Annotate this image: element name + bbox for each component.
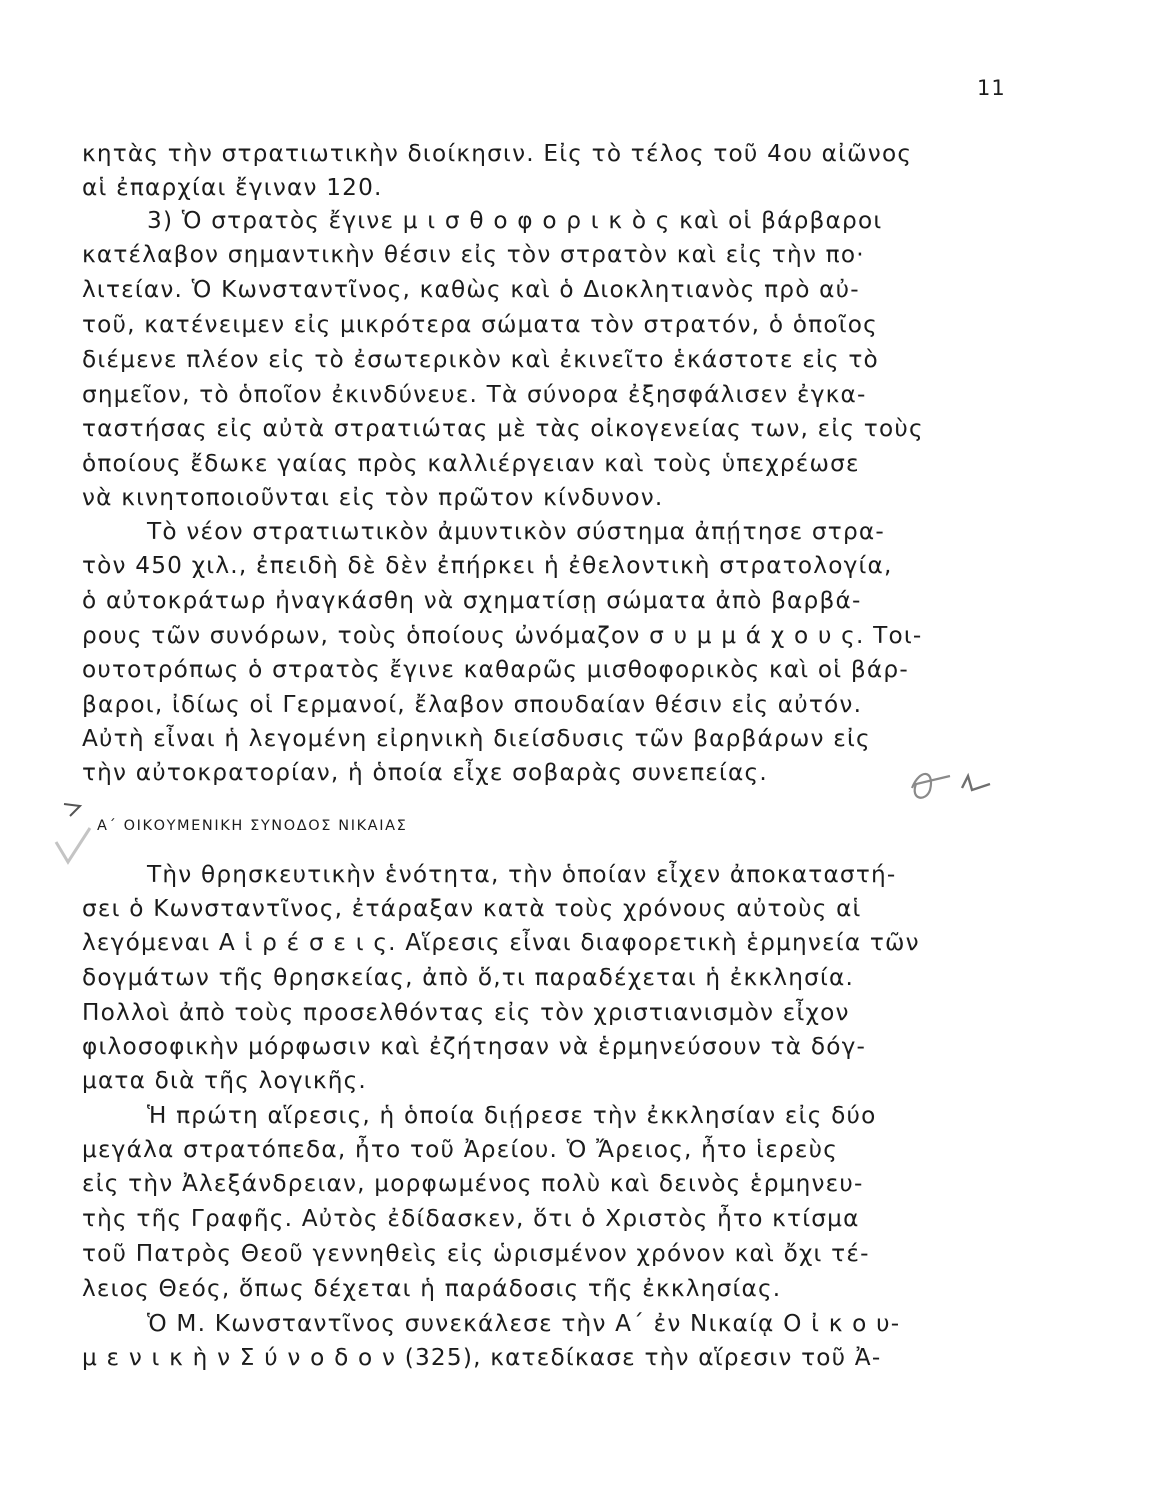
text-line: τοῦ Πατρὸς Θεοῦ γεννηθεὶς εἰς ὡρισμένον χρόνον καὶ ὄχι τέ- [82,1240,870,1267]
text-line: νὰ κινητοποιοῦνται εἰς τὸν πρῶτον κίνδυνον. [82,484,664,511]
text-line: φιλοσοφικὴν μόρφωσιν καὶ ἐζήτησαν νὰ ἑρμηνεύσουν τὰ δόγ- [82,1033,867,1060]
text-line: ματα διὰ τῆς λογικῆς. [82,1067,367,1094]
text-line: σημεῖον, τὸ ὁποῖον ἐκινδύνευε. Τὰ σύνορα ἐξησφάλισεν ἐγκα- [82,381,867,408]
text-line: Πολλοὶ ἀπὸ τοὺς προσελθόντας εἰς τὸν χριστιανισμὸν εἶχον [82,999,850,1026]
text-line: μεγάλα στρατόπεδα, ἦτο τοῦ Ἀρείου. Ὁ Ἄρειος, ἦτο ἱερεὺς [82,1136,839,1163]
text-line: κητὰς τὴν στρατιωτικὴν διοίκησιν. Εἰς τὸ τέλος τοῦ 4ου αἰῶνος [82,140,913,167]
section-heading: Α΄ ΟΙΚΟΥΜΕΝΙΚΗ ΣΥΝΟΔΟΣ ΝΙΚΑΙΑΣ [97,818,408,834]
text-line: Ἡ πρώτη αἵρεσις, ἡ ὁποία διῄρεσε τὴν ἐκκλησίαν εἰς δύο [147,1102,877,1129]
text-line: σει ὁ Κωνσταντῖνος, ἐτάραξαν κατὰ τοὺς χρόνους αὐτοὺς αἱ [82,895,862,922]
text-line: ταστήσας εἰς αὐτὰ στρατιώτας μὲ τὰς οἰκογενείας των, εἰς τοὺς [82,415,924,442]
text-line: ὁποίους ἔδωκε γαίας πρὸς καλλιέργειαν καὶ τοὺς ὑπεχρέωσε [82,450,860,477]
text-line: λεγόμεναι Α ἱ ρ έ σ ε ι ς. Αἵρεσις εἶναι διαφορετικὴ ἑρμηνεία τῶν [82,929,920,956]
text-line: διέμενε πλέον εἰς τὸ ἐσωτερικὸν καὶ ἐκινεῖτο ἑκάστοτε εἰς τὸ [82,346,879,373]
text-line: μ ε ν ι κ ὴ ν Σ ύ ν ο δ ο ν (325), κατεδίκασε τὴν αἵρεσιν τοῦ Ἀ- [82,1344,882,1371]
text-line: αἱ ἐπαρχίαι ἔγιναν 120. [82,174,383,201]
text-line: κατέλαβον σημαντικὴν θέσιν εἰς τὸν στρατὸν καὶ εἰς τὴν πο· [82,241,865,268]
text-line: Τὸ νέον στρατιωτικὸν ἀμυντικὸν σύστημα ἀπῄτησε στρα- [147,518,885,545]
text-line: βαροι, ἰδίως οἱ Γερμανοί, ἔλαβον σπουδαίαν θέσιν εἰς αὐτόν. [82,691,863,718]
handwritten-scribble [890,758,1030,808]
text-line: λειος Θεός, ὅπως δέχεται ἡ παράδοσις τῆς ἐκκλησίας. [82,1275,782,1302]
text-line: τὴς τῆς Γραφῆς. Αὐτὸς ἐδίδασκεν, ὅτι ὁ Χριστὸς ἦτο κτίσμα [82,1205,860,1232]
text-line: Αὐτὴ εἶναι ἡ λεγομένη εἰρηνικὴ διείσδυσις τῶν βαρβάρων εἰς [82,725,871,752]
margin-check-mark [50,800,96,880]
text-line: λιτείαν. Ὁ Κωνσταντῖνος, καθὼς καὶ ὁ Διοκλητιανὸς πρὸ αὐ- [82,276,860,303]
text-line: ρους τῶν συνόρων, τοὺς ὁποίους ὠνόμαζον σ υ μ μ ά χ ο υ ς. Τοι- [82,622,923,649]
text-line: τοῦ, κατένειμεν εἰς μικρότερα σώματα τὸν στρατόν, ὁ ὁποῖος [82,311,878,338]
text-line: 3) Ὁ στρατὸς ἔγινε μ ι σ θ ο φ ο ρ ι κ ὸ ς καὶ οἱ βάρβαροι [147,207,883,234]
text-line: ουτοτρόπως ὁ στρατὸς ἔγινε καθαρῶς μισθοφορικὸς καὶ οἱ βάρ- [82,656,909,683]
text-line: δογμάτων τῆς θρησκείας, ἀπὸ ὅ,τι παραδέχεται ἡ ἐκκλησία. [82,964,855,991]
text-line: ὁ αὐτοκράτωρ ἠναγκάσθη νὰ σχηματίσῃ σώματα ἀπὸ βαρβά- [82,587,862,614]
text-line: τὴν αὐτοκρατορίαν, ἡ ὁποία εἶχε σοβαρὰς συνεπείας. [82,759,768,786]
text-line: Τὴν θρησκευτικὴν ἑνότητα, τὴν ὁποίαν εἶχεν ἀποκαταστή- [147,861,897,888]
text-line: Ὁ Μ. Κωνσταντῖνος συνεκάλεσε τὴν Α΄ ἐν Νικαίᾳ Ο ἰ κ ο υ- [147,1310,901,1337]
page-number: 11 [977,76,1006,100]
text-line: εἰς τὴν Ἀλεξάνδρειαν, μορφωμένος πολὺ καὶ δεινὸς ἑρμηνευ- [82,1170,864,1197]
text-line: τὸν 450 χιλ., ἐπειδὴ δὲ δὲν ἐπήρκει ἡ ἐθελοντικὴ στρατολογία, [82,552,893,579]
